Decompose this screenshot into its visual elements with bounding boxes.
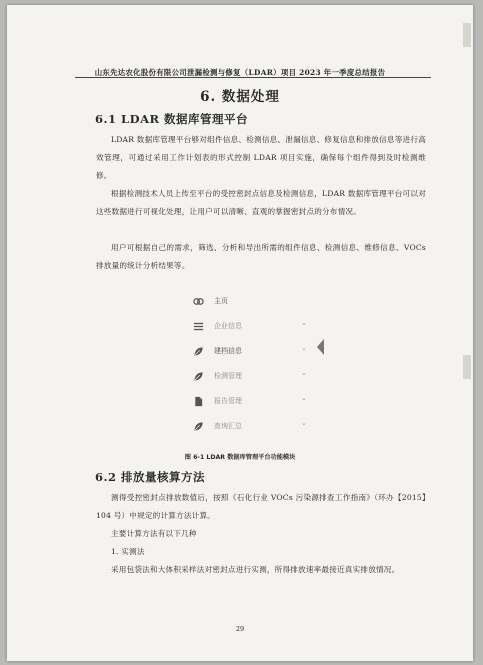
- chapter-title: 6. 数据处理: [200, 89, 280, 105]
- menu-item-label: 建档信息: [214, 347, 242, 355]
- chevron-down-icon: ⌄: [301, 394, 307, 402]
- chevron-down-icon: ⌄: [301, 369, 307, 377]
- menu-item-query-summary[interactable]: [193, 420, 313, 434]
- menu-item-archive-info[interactable]: [193, 345, 313, 359]
- menu-item-label: 查询汇总: [214, 422, 242, 430]
- paragraph: 1. 实测法: [111, 547, 145, 556]
- menu-item-label: 检测管理: [214, 372, 242, 380]
- figure-caption: 图 6-1 LDAR 数据库管理平台功能模块: [184, 454, 296, 461]
- document-page: [7, 5, 473, 661]
- section-heading-6-1: 6.1 LDAR 数据库管理平台: [95, 112, 249, 126]
- paragraph: 测得受控密封点排放数值后，按照《石化行业 VOCs 污染源排查工作指南》（环办【2015】104 号）中规定的计算方法计算。: [96, 493, 426, 520]
- document-icon: [193, 396, 204, 407]
- menu-item-label: 报告管理: [214, 397, 242, 405]
- leaf-icon: [193, 421, 204, 432]
- paragraph: 根据检测技术人员上传至平台的受控密封点信息及检测信息，LDAR 数据库管理平台可以对这些数据进行可视化处理，让用户可以清晰、直观的掌握密封点的分布情况。: [96, 189, 426, 216]
- chevron-down-icon: ⌄: [301, 319, 307, 327]
- leaf-icon: [193, 346, 204, 357]
- menu-item-home[interactable]: [193, 295, 313, 309]
- chevron-down-icon: ⌄: [301, 419, 307, 427]
- menu-item-report-management[interactable]: [193, 395, 313, 409]
- chevron-down-icon: ⌄: [301, 344, 307, 352]
- home-icon: [193, 296, 204, 307]
- menu-item-label: 主页: [214, 297, 228, 305]
- scan-edge-mark: [463, 355, 471, 379]
- paragraph: LDAR 数据库管理平台够对组件信息、检测信息、泄漏信息、修复信息和排放信息等进行高效管理，可通过采用工作计划表的形式控制 LDAR 项目实施，确保每个组件得到及时检测维修。: [96, 135, 426, 180]
- pointer-arrow-icon: [317, 339, 324, 355]
- list-icon: [193, 321, 204, 332]
- running-header: 山东先达农化股份有限公司泄漏检测与修复（LDAR）项目 2023 年一季度总结报告: [94, 68, 386, 77]
- section-heading-6-2: 6.2 排放量核算方法: [95, 470, 206, 484]
- leaf-icon: [193, 371, 204, 382]
- paragraph: 主要计算方法有以下几种: [111, 529, 197, 538]
- menu-item-label: 企业信息: [214, 322, 242, 330]
- header-rule: [75, 77, 431, 78]
- paragraph: 用户可根据自己的需求，筛选、分析和导出所需的组件信息、检测信息、维修信息、VOCs 排放量的统计分析结果等。: [96, 243, 426, 270]
- page-number: 29: [235, 625, 245, 633]
- menu-item-company-info[interactable]: [193, 320, 313, 334]
- menu-item-inspection-management[interactable]: [193, 370, 313, 384]
- paragraph: 采用包袋法和大体积采样法对密封点进行实测，所得排放速率最接近真实排放情况。: [111, 565, 400, 574]
- scan-edge-mark: [463, 23, 471, 47]
